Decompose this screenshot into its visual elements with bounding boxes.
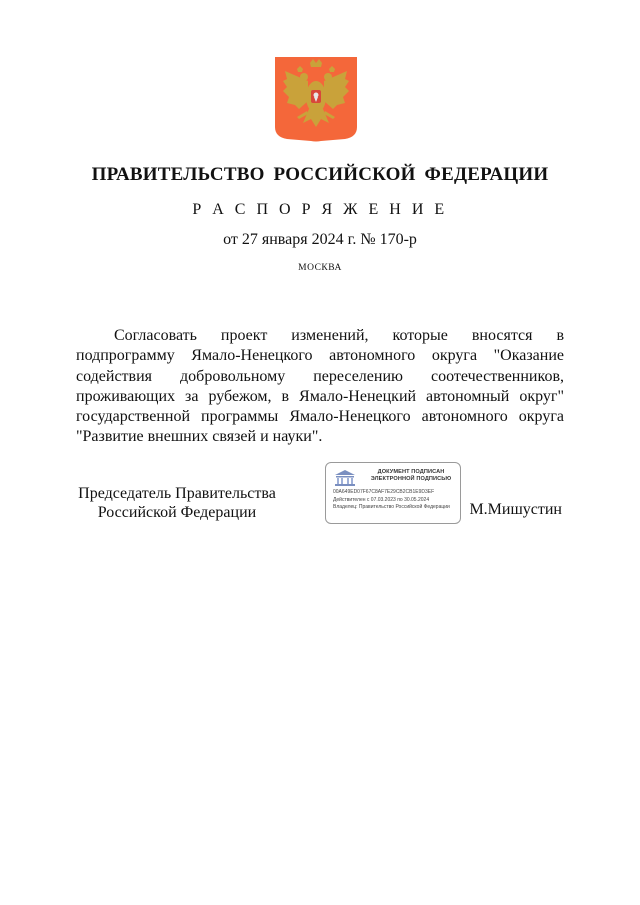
signatory-name: М.Мишустин [469, 501, 562, 518]
esig-owner: Владелец: Правительство Российской Федерации [333, 504, 450, 510]
signatory-position-line2: Российской Федерации [97, 504, 257, 521]
esig-header-line2: ЭЛЕКТРОННОЙ ПОДПИСЬЮ [370, 476, 452, 482]
esig-header [364, 469, 458, 483]
document-city: МОСКВА [298, 263, 342, 273]
signatory-position [74, 484, 280, 522]
document-type: Р А С П О Р Я Ж Е Н И Е [192, 201, 448, 218]
coat-of-arms-icon [275, 57, 357, 144]
electronic-signature-stamp [325, 462, 461, 524]
government-title: ПРАВИТЕЛЬСТВО РОССИЙСКОЙ ФЕДЕРАЦИИ [91, 164, 549, 185]
esig-certificate: 00A649ED07F67C8AF7E29CB2CB1E9D3EF [333, 489, 435, 495]
order-paragraph: Согласовать проект изменений, которые вносятся в подпрограмму Ямало-Ненецкого автономного округа "Оказание содействия добровольному переселению соотечественников, проживающих за рубежом, в Ямало-Ненецкий автономный округ" государственной программы Ямало-Ненецкого автономного округа "Развитие внешних связей и науки". [76, 327, 564, 446]
signatory-position-line1: Председатель Правительства [78, 485, 276, 502]
esig-validity: Действителен с 07.03.2023 по 30.05.2024 [333, 497, 430, 503]
document-date-number: от 27 января 2024 г. № 170-р [223, 231, 417, 248]
government-building-icon [333, 469, 357, 486]
esig-header-line1: ДОКУМЕНТ ПОДПИСАН [377, 469, 445, 475]
